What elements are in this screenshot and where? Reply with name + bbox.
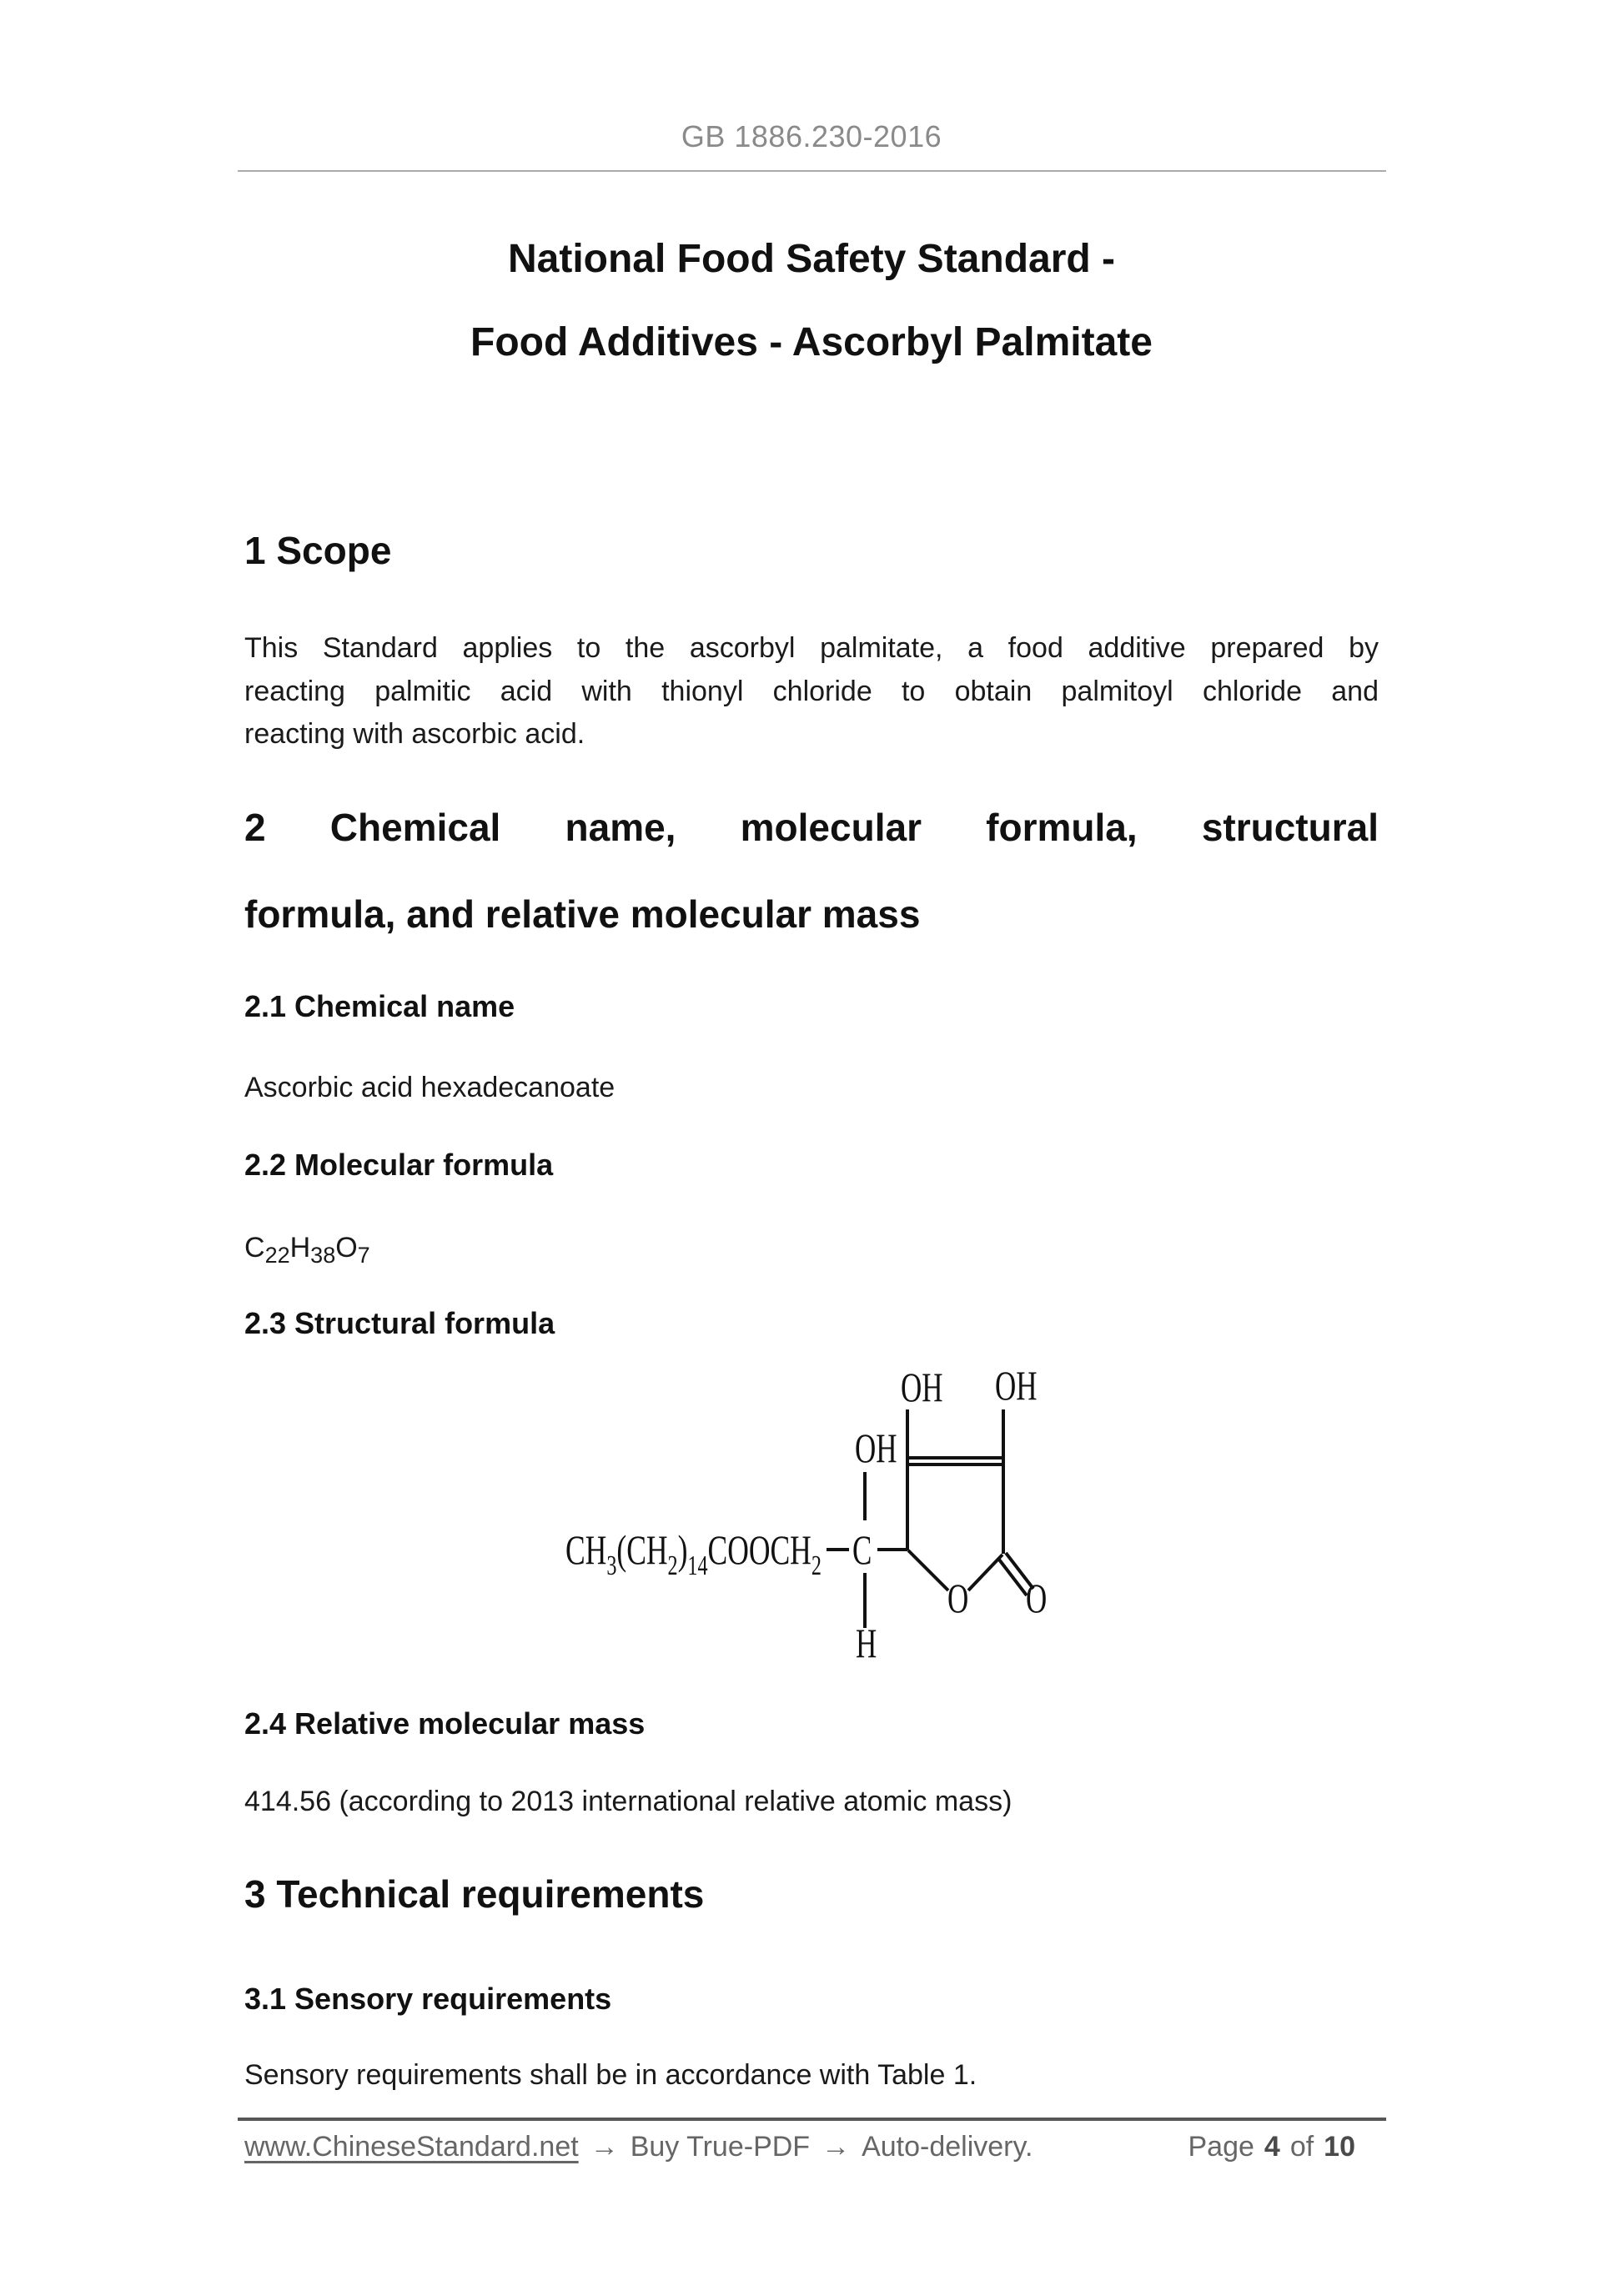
standard-code: GB 1886.230-2016 <box>681 119 942 153</box>
formula-c: C <box>244 1232 265 1264</box>
page-total: 10 <box>1324 2131 1355 2163</box>
formula-o-count: 7 <box>357 1243 370 1268</box>
footer-rule <box>238 2118 1386 2121</box>
section-3-1-heading: 3.1 Sensory requirements <box>244 1982 612 2016</box>
section-2-1-heading: 2.1 Chemical name <box>244 989 515 1023</box>
atom-label-carbon: C <box>852 1528 872 1574</box>
molecular-formula <box>244 1231 1379 1268</box>
document-title-line1: National Food Safety Standard - <box>507 237 1116 281</box>
atom-label-carbonyl-oxygen: O <box>1026 1576 1048 1622</box>
formula-o: O <box>335 1232 358 1264</box>
atom-label-oh-side: OH <box>855 1426 897 1472</box>
scope-paragraph-line: reacting palmitic acid with thionyl chloride to obtain palmitoyl chloride and <box>244 675 1379 707</box>
chain-formula-label: $CH_3(CH_2)_{14}COOCH_2$ <box>565 1527 822 1582</box>
atom-label-oh-top-right: OH <box>995 1368 1038 1409</box>
atom-label-oh-top-left: OH <box>901 1368 943 1411</box>
section-1-heading: 1 Scope <box>244 529 392 572</box>
footer-link[interactable]: www.ChineseStandard.net <box>244 2131 579 2163</box>
section-2-heading-line1: 2 Chemical name, molecular formula, structural <box>244 806 1379 849</box>
sensory-requirements-text: Sensory requirements shall be in accordance with Table 1. <box>244 2059 977 2091</box>
footer-delivery-text: Auto-delivery. <box>862 2131 1033 2163</box>
section-2-heading-line2: formula, and relative molecular mass <box>244 892 921 936</box>
carbonyl-bond-lower <box>999 1560 1027 1595</box>
footer-left <box>244 2129 1033 2164</box>
section-2-2-heading: 2.2 Molecular formula <box>244 1148 554 1182</box>
scope-paragraph-line: This Standard applies to the ascorbyl palmitate, a food additive prepared by <box>244 632 1379 664</box>
footer-page-indicator <box>1188 2129 1379 2164</box>
footer-buy-text: Buy True-PDF <box>630 2131 811 2163</box>
section-2-3-heading: 2.3 Structural formula <box>244 1306 555 1340</box>
right-arrow-icon: → <box>590 2131 619 2163</box>
atom-label-ring-oxygen: O <box>947 1576 969 1622</box>
atom-label-h: H <box>856 1621 877 1667</box>
page-label: Page <box>1188 2131 1254 2163</box>
section-2-4-heading: 2.4 Relative molecular mass <box>244 1706 646 1741</box>
footer <box>244 2129 1379 2164</box>
relative-molecular-mass-text: 414.56 (according to 2013 international relative atomic mass) <box>244 1786 1012 1817</box>
chemical-name-text: Ascorbic acid hexadecanoate <box>244 1072 616 1103</box>
page-current: 4 <box>1264 2131 1280 2163</box>
page-of-label: of <box>1289 2131 1314 2163</box>
document-title-line2: Food Additives - Ascorbyl Palmitate <box>470 320 1153 364</box>
ring-bond-to-oxygen-left <box>908 1550 948 1590</box>
structural-formula-diagram <box>534 1368 1084 1676</box>
formula-c-count: 22 <box>264 1243 290 1268</box>
section-2-heading <box>244 784 1379 957</box>
formula-h-count: 38 <box>310 1243 336 1268</box>
section-3-heading: 3 Technical requirements <box>244 1872 705 1916</box>
header-rule <box>238 170 1386 172</box>
scope-paragraph-line: reacting with ascorbic acid. <box>244 718 585 750</box>
right-arrow-icon: → <box>822 2131 851 2163</box>
scope-paragraph <box>244 627 1379 756</box>
formula-h: H <box>289 1232 311 1264</box>
ring-bond-to-oxygen-right <box>968 1555 1002 1590</box>
